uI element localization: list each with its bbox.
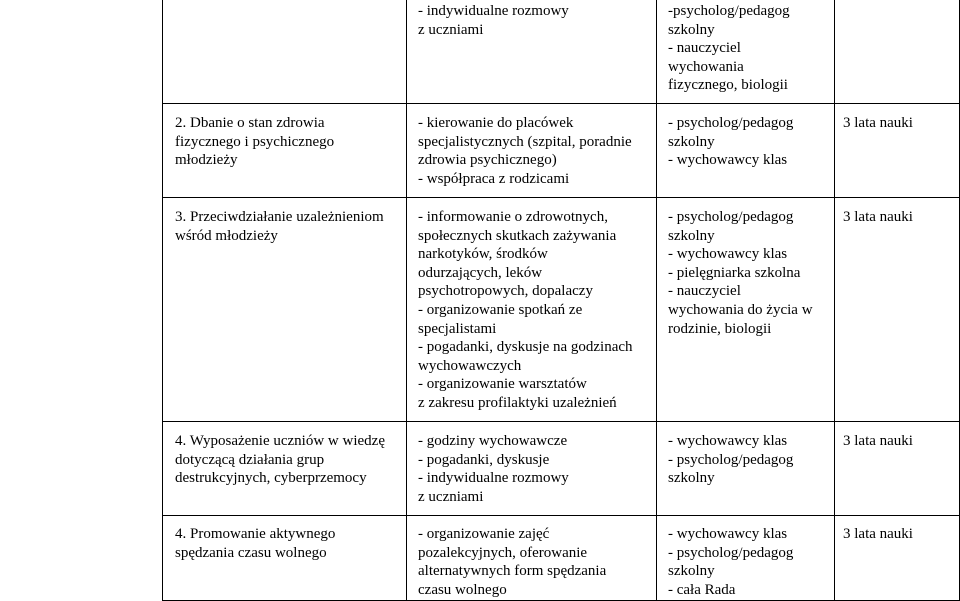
tasks-cell [418,208,656,413]
column-divider [162,0,163,601]
task-line: - kierowanie do placówek [418,115,574,131]
term-cell [843,432,958,451]
task-line: pozalekcyjnych, oferowanie [418,544,588,561]
goal-line: spędzania czasu wolnego [175,544,327,561]
row-divider [162,421,960,422]
column-divider [406,0,407,601]
task-line: narkotyków, środków [418,246,548,263]
responsible-line: - nauczyciel [668,40,741,57]
responsible-line: szkolny [668,563,715,580]
task-line: wychowawczych [418,357,522,374]
responsible-line: - cała Rada [668,581,736,598]
goal-cell [175,114,405,170]
task-line: czasu wolnego [418,581,507,598]
responsible-line: rodzinie, biologii [668,320,772,337]
goal-line: dotyczącą działania grup [175,451,325,468]
term-cell [843,208,958,227]
task-line: z uczniami [418,488,484,505]
responsible-cell [668,525,833,599]
column-divider [656,0,657,601]
task-line: specjalistami [418,320,497,337]
responsible-line: - wychowawcy klas [668,152,788,169]
goal-line: destrukcyjnych, cyberprzemocy [175,470,367,487]
task-line: - indywidualne rozmowy [418,3,569,19]
responsible-line: wychowania do życia w [668,301,813,318]
responsible-cell [668,432,833,488]
tasks-cell [418,114,656,188]
task-line: z zakresu profilaktyki uzależnień [418,394,617,411]
responsible-line: - pielęgniarka szkolna [668,264,801,281]
task-line: odurzających, leków [418,264,543,281]
row-divider [162,103,960,104]
goal-line: młodzieży [175,152,238,169]
task-line: - informowanie o zdrowotnych, [418,209,608,225]
responsible-cell [668,208,833,338]
term-cell [843,525,958,544]
tasks-cell [418,432,656,506]
term-line: 3 lata nauki [843,115,913,131]
row-divider [162,515,960,516]
goal-line: 4. Promowanie aktywnego [175,526,336,542]
responsible-cell [668,2,833,95]
task-line: społecznych skutkach zażywania [418,227,617,244]
task-line: - współpraca z rodzicami [418,170,570,187]
task-line: - indywidualne rozmowy [418,470,569,487]
goal-line: 2. Dbanie o stan zdrowia [175,115,325,131]
task-line: zdrowia psychicznego) [418,152,557,169]
tasks-cell [418,2,656,39]
goal-cell [175,208,405,245]
goal-line: wśród młodzieży [175,227,278,244]
term-cell [843,114,958,133]
responsible-line: - nauczyciel [668,283,741,300]
term-line: 3 lata nauki [843,433,913,449]
task-line: - organizowanie warsztatów [418,376,587,393]
task-line: - godziny wychowawcze [418,433,568,449]
task-line: z uczniami [418,21,484,38]
column-divider [834,0,835,601]
task-line: - pogadanki, dyskusje na godzinach [418,339,633,356]
goal-line: fizycznego i psychicznego [175,133,335,150]
goal-line: 4. Wyposażenie uczniów w wiedzę [175,433,385,449]
responsible-line: - psycholog/pedagog [668,209,794,225]
responsible-line: - psycholog/pedagog [668,115,794,131]
responsible-line: - wychowawcy klas [668,526,788,542]
responsible-line: - wychowawcy klas [668,433,788,449]
responsible-cell [668,114,833,170]
tasks-cell [418,525,656,599]
responsible-line: wychowania [668,58,744,75]
task-line: psychotropowych, dopalaczy [418,283,593,300]
term-line: 3 lata nauki [843,526,913,542]
row-divider [162,197,960,198]
task-line: - organizowanie zajęć [418,526,550,542]
task-line: - pogadanki, dyskusje [418,451,550,468]
responsible-line: - psycholog/pedagog [668,544,794,561]
goal-line: 3. Przeciwdziałanie uzależnieniom [175,209,384,225]
responsible-line: - psycholog/pedagog [668,451,794,468]
responsible-line: fizycznego, biologii [668,77,788,94]
responsible-line: szkolny [668,470,715,487]
task-line: specjalistycznych (szpital, poradnie [418,133,632,150]
goal-cell [175,432,405,488]
task-line: - organizowanie spotkań ze [418,301,583,318]
responsible-line: -psycholog/pedagog [668,3,790,19]
responsible-line: szkolny [668,21,715,38]
term-line: 3 lata nauki [843,209,913,225]
goal-cell [175,525,405,562]
task-line: alternatywnych form spędzania [418,563,607,580]
responsible-line: szkolny [668,133,715,150]
responsible-line: szkolny [668,227,715,244]
responsible-line: - wychowawcy klas [668,246,788,263]
